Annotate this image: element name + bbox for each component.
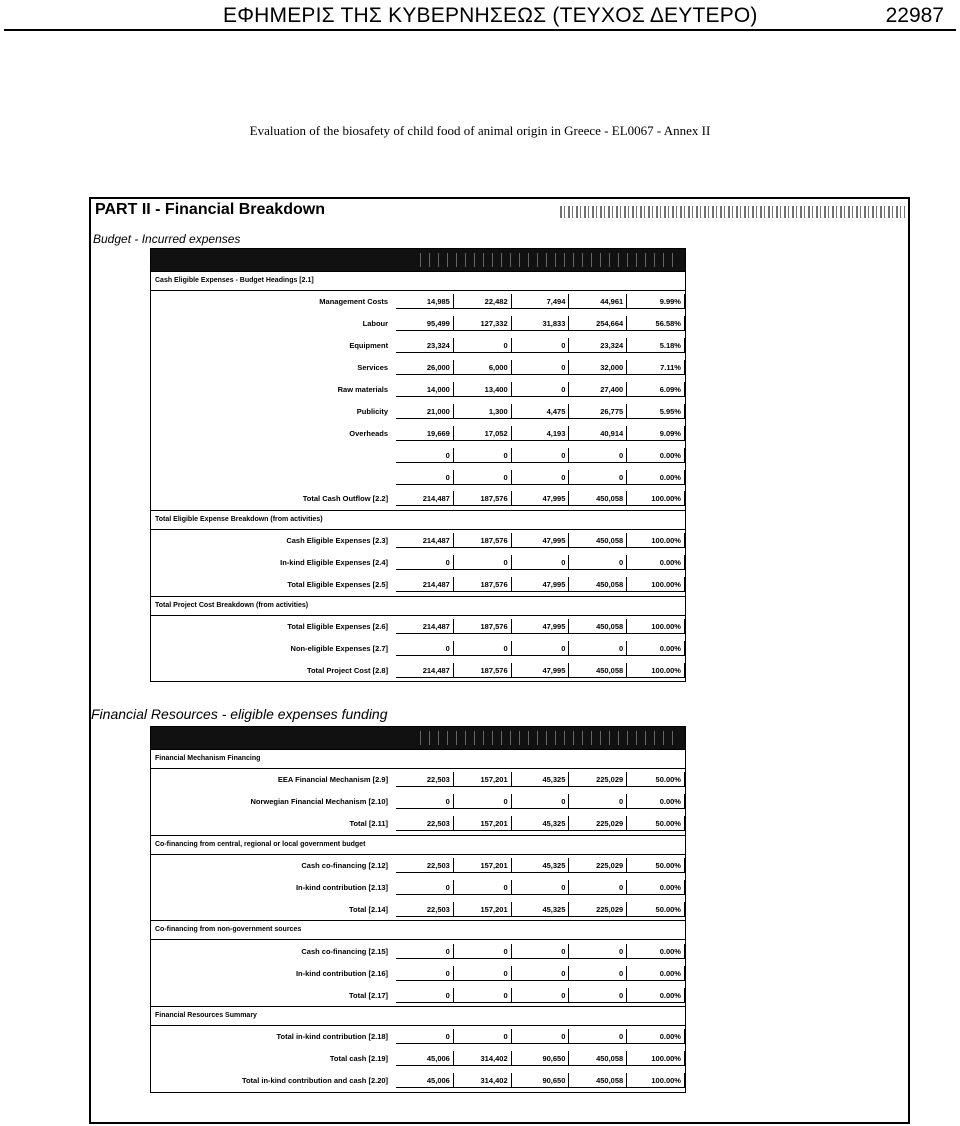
amount-cell: 157,201 <box>454 858 512 873</box>
amount-cell: 450,058 <box>569 1073 627 1088</box>
amount-cell: 26,775 <box>569 404 627 419</box>
percent-cell: 0.00% <box>627 641 685 656</box>
amount-cell: 22,503 <box>396 902 454 917</box>
percent-cell: 0.00% <box>627 988 685 1003</box>
amount-cell: 0 <box>512 382 570 397</box>
amount-cell: 14,985 <box>396 294 454 309</box>
amount-cell: 4,193 <box>512 426 570 441</box>
amount-cell: 450,058 <box>569 619 627 634</box>
amount-cell: 44,961 <box>569 294 627 309</box>
table-row <box>151 1026 685 1048</box>
row-label: In-kind contribution [2.16] <box>295 968 389 978</box>
amount-cell: 157,201 <box>454 816 512 831</box>
amount-cell: 0 <box>454 794 512 809</box>
row-label: Cash Eligible Expenses [2.3] <box>286 536 389 546</box>
amount-cell: 214,487 <box>396 619 454 634</box>
amount-cell: 21,000 <box>396 404 454 419</box>
percent-cell: 9.99% <box>627 294 685 309</box>
amount-cell: 27,400 <box>569 382 627 397</box>
amount-cell: 0 <box>569 1029 627 1044</box>
amount-cell: 0 <box>396 555 454 570</box>
table-row <box>151 1048 685 1070</box>
amount-cell: 22,503 <box>396 816 454 831</box>
amount-cell: 225,029 <box>569 858 627 873</box>
amount-cell: 0 <box>569 555 627 570</box>
amount-cell: 0 <box>396 880 454 895</box>
table-row <box>151 488 685 510</box>
row-label: Total cash [2.19] <box>329 1054 389 1064</box>
amount-cell: 45,325 <box>512 902 570 917</box>
amount-cell: 17,052 <box>454 426 512 441</box>
percent-cell: 5.95% <box>627 404 685 419</box>
amount-cell: 23,324 <box>569 338 627 353</box>
amount-cell: 0 <box>396 470 454 485</box>
section-title: Total Eligible Expense Breakdown (from activities) <box>151 510 685 530</box>
amount-cell: 22,503 <box>396 772 454 787</box>
amount-cell: 0 <box>512 641 570 656</box>
amount-cell: 0 <box>569 966 627 981</box>
percent-cell: 100.00% <box>627 533 685 548</box>
amount-cell: 0 <box>396 988 454 1003</box>
amount-cell: 26,000 <box>396 360 454 375</box>
table-row <box>151 552 685 574</box>
amount-cell: 450,058 <box>569 663 627 678</box>
row-label: Equipment <box>349 341 389 351</box>
financial-resources-label: Financial Resources - eligible expenses funding <box>91 706 388 722</box>
amount-cell: 225,029 <box>569 772 627 787</box>
amount-cell: 450,058 <box>569 1051 627 1066</box>
table-row <box>151 877 685 899</box>
amount-cell: 47,995 <box>512 533 570 548</box>
amount-cell: 0 <box>512 360 570 375</box>
row-label: Total in-kind contribution [2.18] <box>276 1032 389 1042</box>
table-row <box>151 400 685 422</box>
amount-cell: 0 <box>569 988 627 1003</box>
table-row <box>151 791 685 813</box>
table-header-bar <box>151 727 685 749</box>
amount-cell: 214,487 <box>396 577 454 592</box>
table-row <box>151 313 685 335</box>
table-row <box>151 769 685 791</box>
percent-cell: 100.00% <box>627 1051 685 1066</box>
part-title: PART II - Financial Breakdown <box>95 201 325 218</box>
table-row <box>151 335 685 357</box>
amount-cell: 13,400 <box>454 382 512 397</box>
amount-cell: 0 <box>512 944 570 959</box>
percent-cell: 0.00% <box>627 880 685 895</box>
table-row <box>151 422 685 444</box>
amount-cell: 254,664 <box>569 316 627 331</box>
amount-cell: 23,324 <box>396 338 454 353</box>
amount-cell: 40,914 <box>569 426 627 441</box>
amount-cell: 22,503 <box>396 858 454 873</box>
amount-cell: 45,325 <box>512 816 570 831</box>
section-title: Financial Resources Summary <box>151 1006 685 1026</box>
row-label: EEA Financial Mechanism [2.9] <box>277 775 389 785</box>
percent-cell: 50.00% <box>627 858 685 873</box>
amount-cell: 0 <box>569 448 627 463</box>
amount-cell: 450,058 <box>569 533 627 548</box>
amount-cell: 0 <box>512 966 570 981</box>
percent-cell: 0.00% <box>627 944 685 959</box>
amount-cell: 0 <box>569 794 627 809</box>
amount-cell: 0 <box>396 944 454 959</box>
row-label: In-kind contribution [2.13] <box>295 883 389 892</box>
amount-cell: 0 <box>396 1029 454 1044</box>
table-header-bar <box>151 249 685 271</box>
amount-cell: 0 <box>396 966 454 981</box>
amount-cell: 47,995 <box>512 663 570 678</box>
budget-label: Budget - Incurred expenses <box>93 232 241 246</box>
section-title: Total Project Cost Breakdown (from activities) <box>151 596 685 616</box>
amount-cell: 31,833 <box>512 316 570 331</box>
amount-cell: 0 <box>396 794 454 809</box>
amount-cell: 6,000 <box>454 360 512 375</box>
row-label: Total [2.17] <box>349 990 389 1000</box>
amount-cell: 45,006 <box>396 1051 454 1066</box>
row-label: Total in-kind contribution and cash [2.20] <box>241 1076 389 1086</box>
percent-cell: 0.00% <box>627 966 685 981</box>
row-label: Norwegian Financial Mechanism [2.10] <box>250 797 389 807</box>
table-row <box>151 530 685 552</box>
amount-cell: 19,669 <box>396 426 454 441</box>
percent-cell: 0.00% <box>627 470 685 485</box>
amount-cell: 45,325 <box>512 772 570 787</box>
table-row <box>151 1070 685 1092</box>
table-row <box>151 940 685 962</box>
amount-cell: 0 <box>569 944 627 959</box>
amount-cell: 450,058 <box>569 491 627 506</box>
amount-cell: 0 <box>454 448 512 463</box>
row-label: Total Eligible Expenses [2.5] <box>287 580 389 590</box>
percent-cell: 5.18% <box>627 338 685 353</box>
table-row <box>151 984 685 1006</box>
row-label: Services <box>357 363 389 373</box>
table-row <box>151 444 685 466</box>
amount-cell: 214,487 <box>396 663 454 678</box>
amount-cell: 187,576 <box>454 533 512 548</box>
amount-cell: 157,201 <box>454 902 512 917</box>
amount-cell: 0 <box>454 880 512 895</box>
table-row <box>151 616 685 638</box>
amount-cell: 0 <box>512 448 570 463</box>
section-title: Financial Mechanism Financing <box>151 749 685 769</box>
table-row <box>151 962 685 984</box>
amount-cell: 214,487 <box>396 533 454 548</box>
percent-cell: 56.58% <box>627 316 685 331</box>
amount-cell: 90,650 <box>512 1073 570 1088</box>
amount-cell: 22,482 <box>454 294 512 309</box>
table-row <box>151 855 685 877</box>
amount-cell: 0 <box>454 641 512 656</box>
table-row <box>151 574 685 596</box>
row-label: Labour <box>362 319 389 329</box>
amount-cell: 187,576 <box>454 663 512 678</box>
row-label: Cash co-financing [2.15] <box>301 946 389 956</box>
amount-cell: 4,475 <box>512 404 570 419</box>
row-label: Total [2.14] <box>349 904 389 914</box>
amount-cell: 45,006 <box>396 1073 454 1088</box>
scan-noise <box>560 206 905 218</box>
percent-cell: 0.00% <box>627 555 685 570</box>
row-label: Management Costs <box>319 297 389 307</box>
amount-cell: 0 <box>569 641 627 656</box>
amount-cell: 47,995 <box>512 577 570 592</box>
section-title: Cash Eligible Expenses - Budget Headings [2.1] <box>151 271 685 291</box>
amount-cell: 214,487 <box>396 491 454 506</box>
table-row <box>151 898 685 920</box>
row-label: Non-eligible Expenses [2.7] <box>290 643 389 653</box>
amount-cell: 157,201 <box>454 772 512 787</box>
amount-cell: 32,000 <box>569 360 627 375</box>
section-title: Co-financing from non-government sources <box>151 920 685 940</box>
table-row <box>151 466 685 488</box>
table-row <box>151 813 685 835</box>
amount-cell: 90,650 <box>512 1051 570 1066</box>
amount-cell: 0 <box>454 944 512 959</box>
amount-cell: 95,499 <box>396 316 454 331</box>
table-row <box>151 637 685 659</box>
amount-cell: 0 <box>396 448 454 463</box>
table-row <box>151 357 685 379</box>
header-rule <box>4 29 956 31</box>
amount-cell: 47,995 <box>512 619 570 634</box>
percent-cell: 100.00% <box>627 619 685 634</box>
amount-cell: 0 <box>512 338 570 353</box>
percent-cell: 0.00% <box>627 448 685 463</box>
percent-cell: 0.00% <box>627 1029 685 1044</box>
percent-cell: 50.00% <box>627 816 685 831</box>
amount-cell: 7,494 <box>512 294 570 309</box>
amount-cell: 0 <box>512 555 570 570</box>
amount-cell: 0 <box>512 794 570 809</box>
percent-cell: 6.09% <box>627 382 685 397</box>
amount-cell: 0 <box>512 988 570 1003</box>
amount-cell: 0 <box>569 880 627 895</box>
row-label: Raw materials <box>337 385 389 394</box>
amount-cell: 127,332 <box>454 316 512 331</box>
amount-cell: 45,325 <box>512 858 570 873</box>
budget-table <box>150 248 686 682</box>
percent-cell: 0.00% <box>627 794 685 809</box>
amount-cell: 314,402 <box>454 1073 512 1088</box>
amount-cell: 0 <box>454 988 512 1003</box>
amount-cell: 225,029 <box>569 902 627 917</box>
gazette-title: ΕΦΗΜΕΡΙΣ ΤΗΣ ΚΥΒΕΡΝΗΣΕΩΣ (ΤΕΥΧΟΣ ΔΕΥΤΕΡΟ) <box>223 4 758 27</box>
amount-cell: 187,576 <box>454 491 512 506</box>
amount-cell: 1,300 <box>454 404 512 419</box>
row-label: Cash co-financing [2.12] <box>301 861 389 871</box>
amount-cell: 187,576 <box>454 577 512 592</box>
amount-cell: 0 <box>454 338 512 353</box>
amount-cell: 0 <box>512 1029 570 1044</box>
amount-cell: 14,000 <box>396 382 454 397</box>
percent-cell: 9.09% <box>627 426 685 441</box>
amount-cell: 0 <box>454 1029 512 1044</box>
table-row <box>151 379 685 401</box>
amount-cell: 0 <box>454 966 512 981</box>
percent-cell: 100.00% <box>627 1073 685 1088</box>
table-row <box>151 291 685 313</box>
page-number: 22987 <box>885 4 944 27</box>
document-subtitle: Evaluation of the biosafety of child food of animal origin in Greece - EL0067 - Annex II <box>249 123 711 138</box>
row-label: Total [2.11] <box>349 819 389 829</box>
row-label: Total Project Cost [2.8] <box>306 665 389 675</box>
row-label: In-kind Eligible Expenses [2.4] <box>280 558 389 568</box>
percent-cell: 100.00% <box>627 577 685 592</box>
row-label: Total Cash Outflow [2.2] <box>302 494 389 504</box>
amount-cell: 47,995 <box>512 491 570 506</box>
amount-cell: 187,576 <box>454 619 512 634</box>
amount-cell: 0 <box>512 470 570 485</box>
amount-cell: 0 <box>396 641 454 656</box>
amount-cell: 225,029 <box>569 816 627 831</box>
table-row <box>151 659 685 681</box>
amount-cell: 450,058 <box>569 577 627 592</box>
financial-table <box>150 726 686 1093</box>
section-title: Co-financing from central, regional or local government budget <box>151 835 685 855</box>
amount-cell: 0 <box>512 880 570 895</box>
percent-cell: 100.00% <box>627 491 685 506</box>
percent-cell: 100.00% <box>627 663 685 678</box>
percent-cell: 50.00% <box>627 902 685 917</box>
row-label: Total Eligible Expenses [2.6] <box>287 622 389 632</box>
amount-cell: 314,402 <box>454 1051 512 1066</box>
amount-cell: 0 <box>454 470 512 485</box>
amount-cell: 0 <box>454 555 512 570</box>
amount-cell: 0 <box>569 470 627 485</box>
percent-cell: 7.11% <box>627 360 685 375</box>
row-label: Overheads <box>349 428 389 438</box>
row-label: Publicity <box>356 406 389 416</box>
percent-cell: 50.00% <box>627 772 685 787</box>
